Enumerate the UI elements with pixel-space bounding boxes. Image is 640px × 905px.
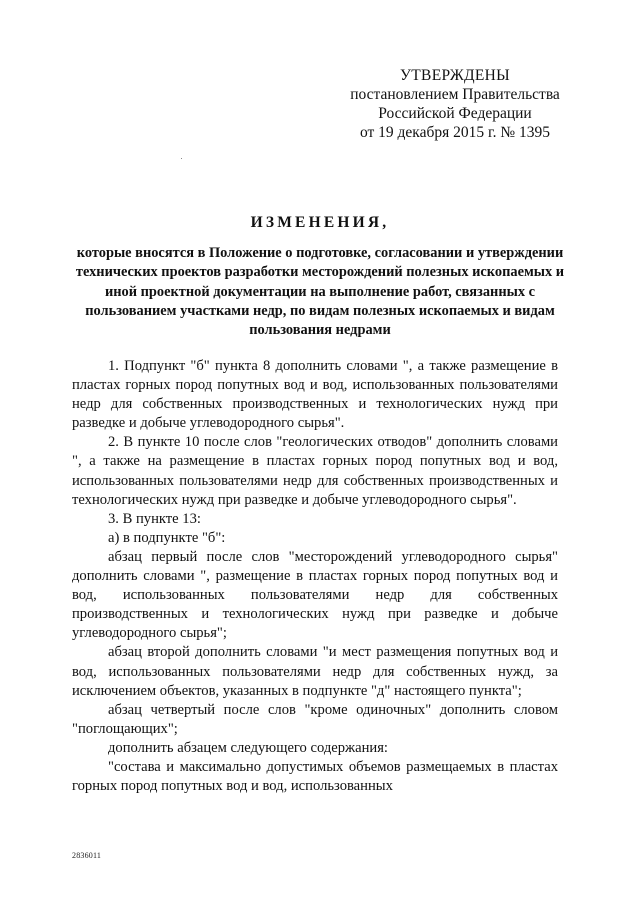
paragraph-9: "состава и максимально допустимых объемов размещаемых в пластах горных пород попутных вод и вод, использованных [72, 758, 558, 795]
document-code: 2836011 [72, 851, 102, 860]
paragraph-1: 1. Подпункт "б" пункта 8 дополнить словами ", а также размещение в пластах горных пород попутных вод и вод, использованных пользователями недр для собственных производственных и технологических нужд при разведке и добыче углеводородного сырья". [72, 358, 558, 432]
document-heading: ИЗМЕНЕНИЯ, [250, 214, 390, 231]
approval-title: УТВЕРЖДЕНЫ [400, 67, 510, 84]
paragraph-4: а) в подпункте "б": [108, 529, 226, 546]
scan-speck [181, 158, 182, 159]
paragraph-7: абзац четвертый после слов "кроме одиночных" дополнить словом "поглощающих"; [72, 701, 558, 737]
approval-line-1: постановлением Правительства [350, 86, 560, 103]
paragraph-2: 2. В пункте 10 после слов "геологических отводов" дополнить словами ", а также на размещение в пластах горных пород попутных вод и вод, использованных пользователями недр для собственных производственных и технологических нужд при разведке и добыче углеводородного сырья". [72, 434, 558, 508]
approval-line-2: Российской Федерации [378, 105, 532, 122]
approval-stamp [330, 66, 580, 142]
paragraph-6: абзац второй дополнить словами "и мест размещения попутных вод и вод, использованных пользователями недр для собственных нужд, за исключением объектов, указанных в подпункте "д" настоящего пункта"; [72, 644, 558, 699]
document-body [72, 357, 558, 796]
approval-line-3: от 19 декабря 2015 г. № 1395 [359, 124, 551, 141]
paragraph-3: 3. В пункте 13: [108, 510, 201, 527]
document-subheading: которые вносятся в Положение о подготовке, согласовании и утверждении технических проектов разработки месторождений полезных ископаемых и иной проектной документации на выполнение работ, связанных с пользованием участками недр, по видам полезных ископаемых и видам пользования недрами [75, 245, 565, 339]
paragraph-8: дополнить абзацем следующего содержания: [108, 739, 388, 756]
paragraph-5: абзац первый после слов "месторождений углеводородного сырья" дополнить словами ", размещение в пластах горных пород попутных вод и вод, использованных пользователями недр для собственных производственных и технологических нужд при разведке и добыче углеводородного сырья"; [72, 548, 558, 642]
